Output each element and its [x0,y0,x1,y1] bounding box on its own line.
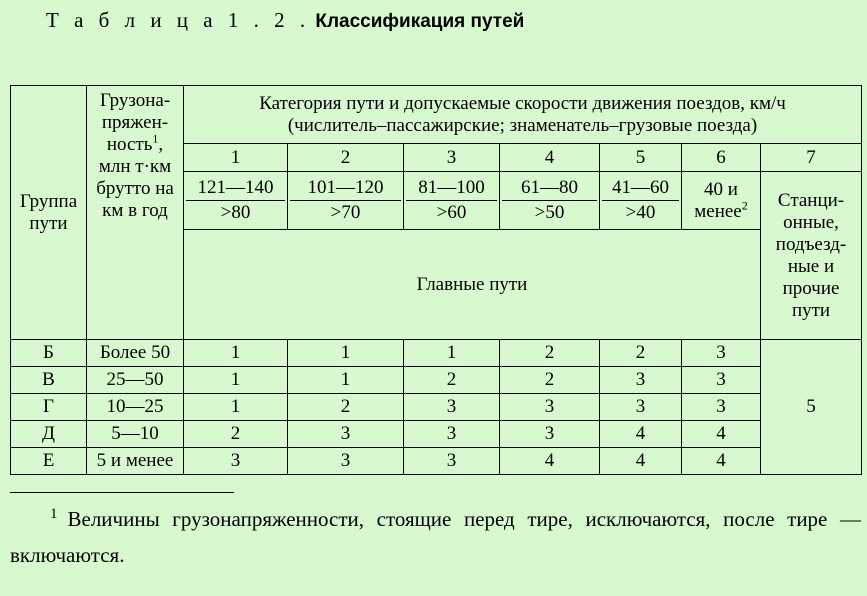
table-row [11,448,862,475]
header-category-l1: Категория пути и допускаемые скорости движения поездов, км/ч [259,92,786,114]
row-load: 5—10 [87,421,184,448]
speed-cell [288,172,404,230]
row-load: Более 50 [87,340,184,367]
header-group [11,86,87,340]
row-cat: 4 [500,448,600,475]
header-load-l4: млн т·км [98,156,172,177]
table-title [46,6,524,36]
speed-freight: >80 [220,202,251,223]
cat7-l6: пути [791,299,831,321]
row-cat: 3 [500,394,600,421]
cat7-value: 5 [761,340,862,475]
row-cat: 2 [404,367,500,394]
speed-passenger: 121—140 [186,176,285,201]
row-group: В [11,367,87,394]
header-load: Грузона- пряжен- ность$^1$, млн т·км брутто на км в год [87,86,184,340]
row-cat: 3 [288,448,404,475]
row-group: Е [11,448,87,475]
row-load: 5 и менее [87,448,184,475]
speed-passenger: 61—80 [502,176,597,201]
footnote-ref-2: 2 [741,198,748,213]
header-load-l1: Грузона- [99,90,171,111]
row-cat: 3 [404,394,500,421]
category-number: 5 [600,144,682,172]
speed-freight: >50 [534,202,565,223]
speed-cell [600,172,682,230]
row-cat: 3 [600,367,682,394]
category-number: 4 [500,144,600,172]
row-cat: 1 [184,367,288,394]
category-number: 7 [761,144,862,172]
row-group: Д [11,421,87,448]
row-group: Г [11,394,87,421]
cat7-l2: онные, [783,211,839,233]
table-row [11,340,862,367]
speed-6-l2: менее [694,200,742,222]
classification-table [10,85,862,475]
footnote [10,496,861,573]
speed-6-l1: 40 и [704,178,738,200]
row-cat: 1 [288,340,404,367]
speed-freight: >40 [625,202,656,223]
speed-passenger: 81—100 [406,176,497,201]
row-cat: 1 [184,394,288,421]
row-group: Б [11,340,87,367]
cat7-l5: прочие [782,277,840,299]
category-7-cell [761,172,862,340]
row-cat: 2 [600,340,682,367]
row-cat: 3 [404,448,500,475]
header-category-l2: (числитель–пассажирские; знаменатель–грузовые поезда) [287,114,758,136]
row-cat: 4 [682,421,761,448]
footnote-divider [10,492,234,493]
row-cat: 3 [682,367,761,394]
speed-freight: >70 [330,202,361,223]
speed-freight: >60 [436,202,467,223]
footnote-mark: 1 [50,506,58,522]
row-cat: 3 [682,394,761,421]
table-name: Классификация путей [315,11,525,32]
row-cat: 3 [288,421,404,448]
cat7-l1: Станци- [777,189,845,211]
row-cat: 1 [288,367,404,394]
row-cat: 4 [600,421,682,448]
speed-cell-6 [682,172,761,230]
row-cat: 1 [404,340,500,367]
speed-cell [184,172,288,230]
footnote-ref-1: 1 [152,131,159,146]
row-cat: 3 [500,421,600,448]
category-number: 1 [184,144,288,172]
category-number: 3 [404,144,500,172]
header-load-l5: брутто на [96,178,174,199]
footnote-text: Величины грузонапряженности, стоящие перед тире, исключаются, после тире — включаются. [10,507,861,567]
speed-passenger: 41—60 [602,176,679,201]
cat7-l3: подъезд- [775,233,847,255]
cat7-l4: ные и [787,255,835,277]
row-cat: 3 [184,448,288,475]
row-cat: 3 [600,394,682,421]
header-category [184,86,862,144]
row-cat: 4 [682,448,761,475]
row-cat: 2 [500,340,600,367]
header-load-l2: пряжен- [101,112,169,133]
table-row [11,421,862,448]
header-load-l6: км в год [102,200,168,221]
category-number: 6 [682,144,761,172]
table-row [11,394,862,421]
row-load: 25—50 [87,367,184,394]
row-cat: 3 [404,421,500,448]
row-cat: 2 [500,367,600,394]
table-row [11,367,862,394]
table-number-label: Т а б л и ц а 1 . 2 . [46,8,311,32]
main-tracks-label: Главные пути [416,273,528,295]
row-cat: 4 [600,448,682,475]
category-number: 2 [288,144,404,172]
row-cat: 1 [184,340,288,367]
speed-cell [404,172,500,230]
speed-cell [500,172,600,230]
header-group-text: Группа пути [19,190,78,234]
main-tracks-cell [184,230,761,340]
header-load-l3: ность [106,134,153,155]
speed-passenger: 101—120 [290,176,401,201]
row-load: 10—25 [87,394,184,421]
row-cat: 2 [288,394,404,421]
row-cat: 3 [682,340,761,367]
row-cat: 2 [184,421,288,448]
